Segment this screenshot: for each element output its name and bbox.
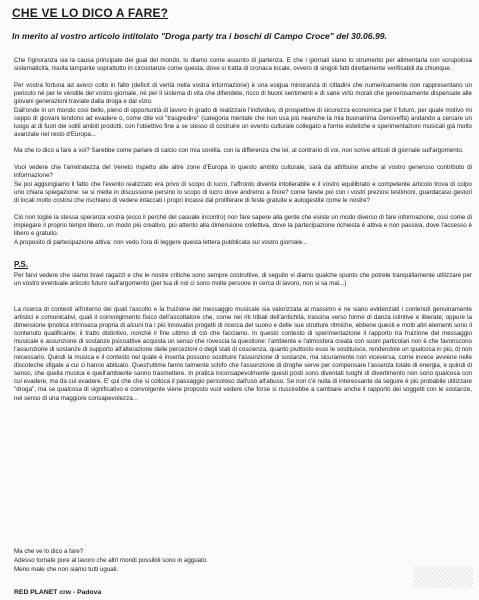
letter-title: CHE VE LO DICO A FARE? [12,6,169,20]
paragraph-fortune: Per vostra fortuna ad averci colto in fallo (deficit di verità nella vostra informazione) è una esigua minoranza di cittadini che numericamente non rappresentano un pericolo né per le vendite del vostro giornale, né per il sistema di vita che difendete, ricco di buoni sentimenti e di sane virtù morali che generosamente dispensate alle giovani generazioni traviate dalla droga e dal vizio. [14,82,472,106]
paragraph-participation: A proposito di partecipazione attiva: non vedo l'ora di leggere questa lettera pubblicata sul vostro giornale... [14,239,308,246]
paragraph-why-tell: Ma che lo dico a fare a voi? Sarebbe come parlare di calcio con mia sorella, con la differenza che lei, al contrario di voi, non scrive articoli di giornale sull'argomento. [14,147,464,154]
ps-label: P.S. [14,260,29,269]
paragraph-hope: Ciò non toglie la stessa speranza vostra (ecco il perché del casuale incontro) non fare sapere alla gente che esiste un modo diverso di fare informazione, così come di impiegare il proprio tempo libero, un modo più creativo, più attento alla dimensione collettiva, dove la partecipazione richiesta è attiva e non passiva, dove l'accesso è libero e gratuito. [14,214,472,238]
paragraph-veneto: Vuoi vedere che l'arretratezza del Veneto rispetto alle altre zone d'Europa in questo ambito culturale, sarà da attribuire anche al vostro generoso contributo di informazione? [14,164,472,180]
paragraph-world: Dall'onde in un mondo così bello, pieno di opportunità di lavoro in grado di realizzare l'individuo, di prospettive di sicurezza economica per il futuro, per quale motivo mi ceppo di giovani tendono ad evadere o, come dite voi "trasgredire" (categoria mentale che non usa più neanche la mia buonanima Genoveffa) andando a cercare un luogo al di fuori dei soliti ambiti prodotti, con l'obiettivo fine a se stesso di costruire un evento culturale collegato a forme estetiche e sperimentazioni musicali già molto avanzate nel resto d'Europa... [14,107,472,139]
paragraph-intro: Che l'ignoranza sia la causa principale dei guai del mondo, lo diamo come assunto di partenza. E che i giornali siano lo strumento per alimentarla con scrupolosa sistematicità, risulta lampante soprattutto in circostanze come questa, dove si tratta di cronaca locale, ovvero di singoli fatti direttamente verificabili da chiunque. [14,57,472,73]
closing-question: Ma che ve lo dico a fare? [14,548,84,555]
paragraph-research: La ricerca di contesti all'interno dei quali l'ascolto e la fruizione del messaggio musicale sia valorizzata al massimo e ne siano evidenziati i contenuti genuinamente artistici e comunicativi, quali il coinvolgimento fisico dell'ascoltatore che, come nei riti tribali dell'antichità, trascina verso forme di danza istintive e liberate; oppure la dimensione ipnotica intrinseca propria di alcuni tra i più innovativi progetti di ricerca del suono e delle sue strutture ritmiche, ebbene questi e molti altri elementi sono il contenuto qualificante, il tratto distintivo, nonché il fine ultimo di ciò che facciamo. In questo contesto di sperimentazione il rapporto tra fruizione del messaggio musicale e assunzione di sostanze psicoattive acquista un senso che rovescia la questione: l'ambiente e l'atmosfera creata con suoni particolari non è che favoriscono l'assunzione di sostanze di supporto all'alterazione delle percezioni o degli stati di coscienza, quanto piuttosto esso le sostituisce, rendendole un qualcosa in più, di non necessario. Quindi la musica e il contesto nel quale è inserita possono sostituire l'assunzione di sostanze, ma sicuramente non viceversa, come invece avviene nelle discoteche sfigate a cui ci hanno abituato. Quest'ultime fanno talmente schifo che l'assunzione di droghe serve per compensare l'assenza totale di energia, e quindi di senso, che quella musica e quell'ambiente sanno trasmettere. In pratica inconsapevolmente questi posti sono diventati luoghi di divertimento non sono qualcosa con cui evadere, ma da cui evadere. E' qui che che si colloca il passaggio pericoloso dall'uso all'abuso. Se non c'è nulla di interessante da seguire è più probabile utilizzare "droga", ma se qualcosa di significativo e coinvolgente viene proposto vuol vedere che forse si riuscirebbe a cambiare anche il rapporto dei soggetti con le sostanze, nel senso di una maggiore consapevolezza... [14,306,472,402]
paragraph-profit: Se poi aggiungiamo il fatto che l'evento realizzato era privo di scopo di lucro, l'affronto diventa intollerabile e il vostro equilibrato e competente articolo trova di colpo uno chiara spiegazione: se si mette in discussione persino lo scopo di lucro dove andremo a finire? come farete poi con i vostri preziosi testimoni, guardacaso gestori di locali molto costosi che rischiano di vedere intaccati i propri incassi dal proliferare di feste gratuite e autogestite come le nostre? [14,181,472,205]
signature: RED PLANET crw - Padova [14,589,102,596]
faded-stamp-mark [413,566,473,588]
closing-not-equal: Meno male che non siamo tutti uguali. [14,566,119,573]
closing-back-to-work: Adesso tornate pure al lavoro che altri mondi possibili sono in agguato. [14,557,208,564]
paragraph-ps: Per farvi vedere che siamo bravi ragazzi e che le nostre critiche sono sempre costruttive, di seguito vi diamo qualche spunto che potrete tranquillamente utilizzare per un vostro eventuale articolo futuro sull'argomento (per tua di noi ci sono molte persone in cerca di lavoro, non si sa mai...) [14,272,472,288]
letter-subtitle: In merito al vostro articolo intitolato "Droga party tra i boschi di Campo Croce" del 30.06.99. [12,31,387,41]
